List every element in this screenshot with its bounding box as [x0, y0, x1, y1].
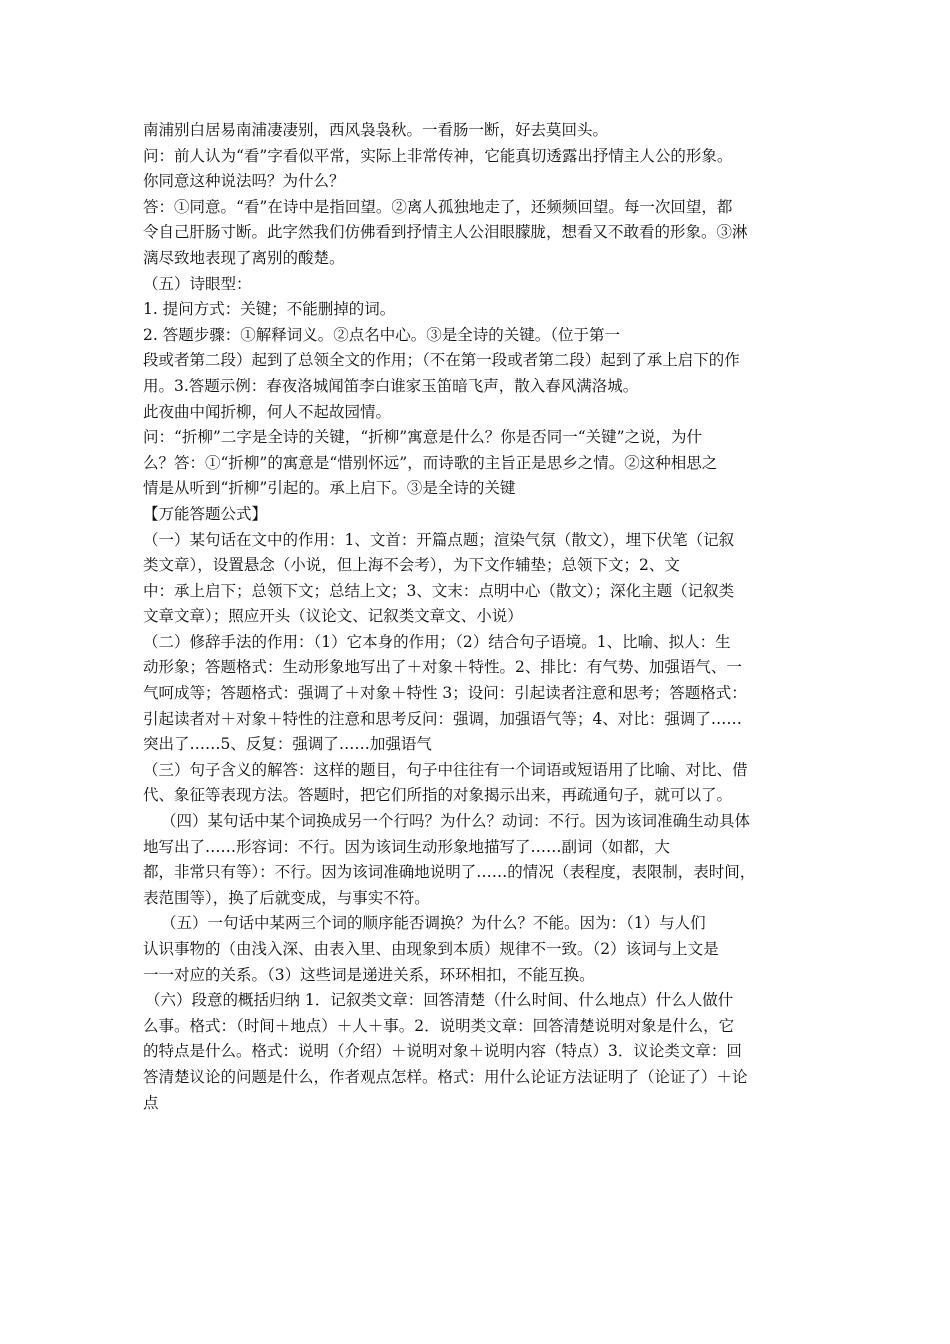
text-line: 引起读者对＋对象＋特性的注意和思考反问：强调，加强语气等；4、对比：强调了……	[143, 709, 742, 728]
text-line: 段或者第二段）起到了总领全文的作用；（不在第一段或者第二段）起到了承上启下的作	[143, 351, 740, 370]
text-line: 认识事物的（由浅入深、由表入里、由现象到本质）规律不一致。（2）该词与上文是	[143, 940, 719, 958]
text-line: 问：前人认为“看”字看似平常，实际上非常传神，它能真切透露出抒情主人公的形象。	[143, 146, 733, 165]
text-line: 问：“折柳”二字是全诗的关键，“折柳”寓意是什么？你是否同一“关键”之说，为什	[143, 428, 703, 447]
text-line: 1. 提问方式：关键；不能删掉的词。	[143, 300, 396, 319]
text-line: 点	[143, 1093, 159, 1112]
text-line: 漓尽致地表现了离别的酸楚。	[143, 248, 345, 267]
text-line: 情是从听到“折柳”引起的。承上启下。③是全诗的关键	[143, 479, 516, 498]
text-line: 一一对应的关系。（3）这些词是递进关系，环环相扣，不能互换。	[143, 965, 595, 984]
text-line: （二）修辞手法的作用：（1）它本身的作用；（2）结合句子语境。1、比喻、拟人：生	[143, 632, 731, 651]
text-line: 答清楚议论的问题是什么，作者观点怎样。格式：用什么论证方法证明了（论证了）＋论	[143, 1067, 748, 1086]
text-line: 令自己肝肠寸断。此字然我们仿佛看到抒情主人公泪眼朦胧，想看又不敢看的形象。③淋	[143, 223, 748, 242]
text-line: 地写出了……形容词：不行。因为该词生动形象地描写了……副词（如都，大	[143, 837, 671, 856]
text-line: 么事。格式：（时间＋地点）＋人＋事。2．说明类文章：回答清楚说明对象是什么，它	[143, 1016, 735, 1035]
text-line: 【万能答题公式】	[143, 504, 268, 523]
text-line: 此夜曲中闻折柳，何人不起故园情。	[143, 402, 392, 421]
document-body-text	[143, 118, 823, 1116]
text-line: （四）某句话中某个词换成另一个行吗？为什么？动词：不行。因为该词准确生动具体	[161, 812, 751, 831]
text-line: 的特点是什么。格式：说明（介绍）＋说明对象＋说明内容（特点）3．议论类文章：回	[143, 1042, 742, 1061]
text-line: （一）某句话在文中的作用：1、文首：开篇点题；渲染气氛（散文），埋下伏笔（记叙	[143, 530, 735, 549]
text-line: 中：承上启下；总领下文；总结上文；3、文末：点明中心（散文）；深化主题（记叙类	[143, 581, 735, 600]
text-line: 用。3.答题示例：春夜洛城闻笛李白谁家玉笛暗飞声，散入春风满洛城。	[143, 376, 639, 395]
text-line: 代、象征等表现方法。答题时，把它们所指的对象揭示出来，再疏通句子，就可以了。	[143, 786, 733, 805]
text-line: （五）诗眼型：	[143, 274, 252, 293]
text-line: 类文章），设置悬念（小说，但上海不会考），为下文作辅垫；总领下文；2、文	[143, 556, 680, 575]
text-line: 你同意这种说法吗？为什么？	[143, 172, 345, 191]
text-line: 答：①同意。“看”在诗中是指回望。②离人孤独地走了，还频频回望。每一次回望，都	[143, 197, 733, 216]
text-line: 文章文章）；照应开头（议论文、记叙类文章文、小说）	[143, 607, 523, 626]
text-line: 南浦别白居易南浦凄凄别，西风袅袅秋。一看肠一断，好去莫回头。	[143, 121, 609, 139]
text-line: 突出了……5、反复：强调了……加强语气	[143, 735, 432, 754]
text-line: 表范围等），换了后就变成，与事实不符。	[143, 888, 430, 907]
text-line: （三）句子含义的解答：这样的题目，句子中往往有一个词语或短语用了比喻、对比、借	[143, 760, 748, 779]
text-line: 气呵成等；答题格式：强调了＋对象＋特性 3；设问：引起读者注意和思考；答题格式：	[143, 684, 747, 703]
text-line: （五）一句话中某两三个词的顺序能否调换？为什么？不能。因为：（1）与人们	[161, 914, 706, 933]
text-line: 2. 答题步骤：①解释词义。②点名中心。③是全诗的关键。（位于第一	[143, 325, 620, 344]
text-line: 么？答：①“折柳”的寓意是“惜别怀远”，而诗歌的主旨正是思乡之情。②这种相思之	[143, 453, 718, 472]
text-line: （六）段意的概括归纳 1．记叙类文章：回答清楚（什么时间、什么地点）什么人做什	[145, 991, 734, 1010]
text-line: 动形象；答题格式：生动形象地写出了＋对象＋特性。2、排比：有气势、加强语气、一	[143, 658, 742, 677]
text-line: 都，非常只有等）：不行。因为该词准确地说明了……的情况（表程度，表限制，表时间，	[143, 863, 756, 882]
